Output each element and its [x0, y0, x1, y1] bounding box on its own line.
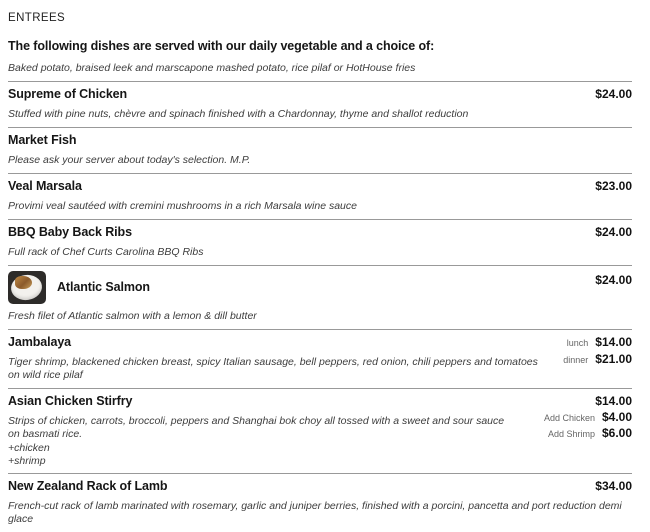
- price-option-label: dinner: [563, 354, 589, 365]
- item-price: $34.00: [595, 479, 632, 493]
- menu-item-asian-chicken-stirfry: [8, 388, 632, 473]
- intro-sides-list: Baked potato, braised leek and marscapone mashed potato, rice pilaf or HotHouse fries: [8, 62, 416, 74]
- price-option-lunch: [563, 335, 632, 352]
- item-description: Provimi veal sautéed with cremini mushrooms in a rich Marsala wine sauce: [8, 200, 357, 212]
- menu-item-jambalaya: [8, 329, 632, 388]
- item-description: French-cut rack of lamb marinated with rosemary, garlic and juniper berries, finished with a porcini, pancetta and port reduction demi glace: [8, 500, 622, 525]
- section-title: ENTREES: [8, 12, 66, 24]
- price-options: [563, 335, 632, 368]
- price-option-add-shrimp: [544, 426, 632, 443]
- item-name: New Zealand Rack of Lamb: [8, 479, 168, 493]
- price-options: [544, 394, 632, 443]
- item-extra-shrimp: +shrimp: [8, 454, 46, 467]
- menu-item-market-fish: [8, 127, 632, 173]
- price-option-price: $21.00: [595, 351, 632, 366]
- salmon-fillet-graphic: [15, 276, 32, 289]
- price-option-price: $14.00: [595, 335, 632, 349]
- item-price: $24.00: [595, 87, 632, 101]
- price-option-dinner: [563, 352, 632, 369]
- item-description: Stuffed with pine nuts, chèvre and spinach finished with a Chardonnay, thyme and shallot reduction: [8, 108, 469, 120]
- item-price: $14.00: [595, 394, 632, 408]
- item-name: Atlantic Salmon: [57, 280, 150, 294]
- menu-item-new-zealand-rack-of-lamb: [8, 473, 632, 532]
- item-name: Jambalaya: [8, 335, 72, 349]
- price-option-label: Add Chicken: [543, 412, 595, 423]
- item-name: Market Fish: [8, 133, 77, 147]
- item-price: $23.00: [595, 179, 632, 193]
- item-description: Full rack of Chef Curts Carolina BBQ Ribs: [8, 246, 204, 258]
- base-price-row: [544, 394, 632, 410]
- intro-note: The following dishes are served with our daily vegetable and a choice of:: [8, 39, 435, 53]
- price-option-price: $6.00: [601, 426, 632, 440]
- item-description: Please ask your server about today's selection. M.P.: [8, 154, 251, 166]
- price-option-label: lunch: [566, 338, 589, 348]
- menu-item-supreme-of-chicken: [8, 81, 632, 127]
- menu-item-atlantic-salmon: [8, 265, 632, 329]
- menu-item-veal-marsala: [8, 173, 632, 219]
- price-option-price: $4.00: [601, 409, 632, 424]
- item-name: Supreme of Chicken: [8, 87, 128, 101]
- price-option-add-chicken: [544, 410, 632, 427]
- item-description: Tiger shrimp, blackened chicken breast, spicy Italian sausage, bell peppers, red onion, chili peppers and tomatoes on wild rice pilaf: [8, 356, 538, 381]
- salmon-dish-photo: [8, 271, 46, 304]
- item-price: $24.00: [595, 273, 632, 287]
- item-name: Asian Chicken Stirfry: [8, 394, 133, 408]
- price-option-label: Add Shrimp: [547, 429, 595, 439]
- item-description: Fresh filet of Atlantic salmon with a lemon & dill butter: [8, 310, 257, 322]
- item-extra-chicken: +chicken: [8, 442, 50, 454]
- item-name: Veal Marsala: [8, 179, 82, 193]
- item-price: $24.00: [595, 225, 632, 239]
- item-description: Strips of chicken, carrots, broccoli, peppers and Shanghai bok choy all tossed with a sweet and sour sauce on basmati rice.: [8, 415, 505, 440]
- menu-item-bbq-baby-back-ribs: [8, 219, 632, 265]
- item-name: BBQ Baby Back Ribs: [8, 225, 132, 239]
